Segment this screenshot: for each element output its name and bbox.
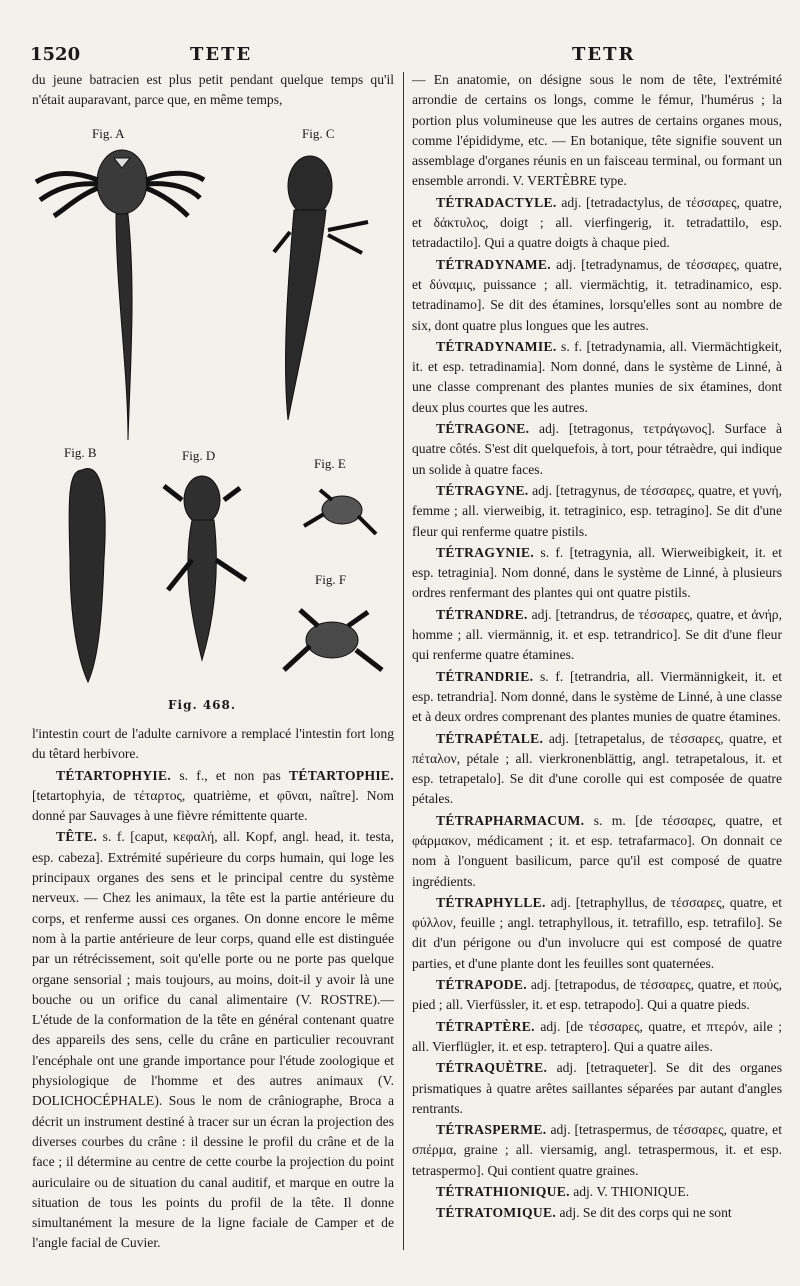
fig-b-tadpole <box>69 468 105 682</box>
headword-variant: TÉTARTOPHIE. <box>289 767 394 783</box>
entry-body: adj. [tetrapodus, de τέσσαρες, quatre, et πούς, pied ; all. Vierfüssler, it. et esp. tetrapodo]. Qui a quatre pieds. <box>412 977 782 1013</box>
entry-body: s. m. [de τέσσαρες, quatre, et φάρμακον, médicament ; it. et esp. tetrafarmaco]. On donnait ce nom à l'onguent basilicum, parce qu'il est composé de quatre ingrédients. <box>412 812 782 889</box>
headword: TÉTRAPHARMACUM. <box>436 812 585 828</box>
entry-tete <box>32 827 394 1253</box>
dictionary-entry <box>412 605 782 666</box>
headword: TÊTE. <box>56 829 98 845</box>
figure-caption: Fig. 468. <box>168 698 237 712</box>
entry-body: adj. V. THIONIQUE. <box>569 1184 690 1200</box>
left-running-head: TETE <box>190 44 253 65</box>
column-divider <box>403 72 404 1250</box>
left-column-bottom <box>32 724 394 1255</box>
entry-body: adj. [tetrapetalus, de τέσσαρες, quatre, et πέταλον, pétale ; all. vierkronenblättig, angl. tetrapetalous, it. et esp. tetrapetalo]. Se dit d'une corolle qui est composée de quatre pétales. <box>412 730 782 807</box>
fig-e-froglet <box>304 490 376 534</box>
entry-body: — En anatomie, on désigne sous le nom de tête, l'extrémité arrondie de certains os longs, comme le fémur, l'humérus ; la portion plus volumineuse que les autres de certains organes mous, comme l'épididyme, etc. — En botanique, tête signifie souvent un assemblage d'organes réunis en un faisceau terminal, ou formant un ensemble arrondi. V. VERTÈBRE type. <box>412 72 782 189</box>
entry-body: adj. [tetraphyllus, de τέσσαρες, quatre, et φύλλον, feuille ; angl. tetraphyllous, it. tetrafillo, esp. tetrafilo]. Se dit d'un périgone ou d'un involucre qui est composé de quatre parties, et d'une plante dont les feuilles sont quaternées. <box>412 894 782 971</box>
dictionary-entry <box>412 729 782 810</box>
fig-f-frog <box>284 610 382 670</box>
fig-c-label: Fig. C <box>302 126 335 141</box>
entry-body: adj. [tetraspermus, de τέσσαρες, quatre, et σπέρμα, graine ; all. viersamig, angl. tetraspermous, it. et esp. tetraspermo]. Qui contient quatre graines. <box>412 1122 782 1178</box>
left-column-top <box>32 70 394 112</box>
headword: TÉTRAQUÈTRE. <box>436 1060 548 1076</box>
fig-a-tadpole-with-gills <box>36 150 204 440</box>
right-column <box>412 70 782 1225</box>
continuation-paragraph: du jeune batracien est plus petit pendant quelque temps qu'il n'était auparavant, parce que, en même temps, <box>32 72 394 108</box>
right-running-head: TETR <box>572 44 636 65</box>
entry-body: adj. [tetragynus, de τέσσαρες, quatre, et γυνή, femme ; all. vierweibig, it. tetraginico, esp. tetragino]. Se dit d'une fleur qui renferme quatre pistils. <box>412 482 782 539</box>
dictionary-entry <box>412 419 782 480</box>
entry-body: adj. [tetragonus, τετράγωνος]. Surface à quatre côtés. S'est dit quelquefois, à tort, pour tétraèdre, qui indique un solide à quatre faces. <box>412 421 782 477</box>
entry-body: adj. [tetradynamus, de τέσσαρες, quatre, et δύναμις, puissance ; all. viermächtig, it. tetradinamico, esp. tetradinamo]. Se dit des étamines, lorsqu'elles sont au nombre de six, dont quatre plus longues que les autres. <box>412 256 782 333</box>
tadpole-illustrations <box>32 120 394 700</box>
headword: TÉTRAPTÈRE. <box>436 1018 535 1034</box>
dictionary-entry <box>412 337 782 418</box>
headword: TÉTRANDRE. <box>436 606 528 622</box>
headword: TÉTRADYNAME. <box>436 256 551 272</box>
headword: TÉTRAGONE. <box>436 421 530 437</box>
headword: TÉTRAGYNIE. <box>436 544 535 560</box>
entry-body: adj. [tetraqueter]. Se dit des organes prismatiques à quatre arêtes saillantes séparées par autant d'angles rentrants. <box>412 1060 782 1116</box>
dictionary-entry <box>412 543 782 604</box>
headword: TÉTRAPÉTALE. <box>436 730 544 746</box>
entry-body: s. f. [tetragynia, all. Wierweibigkeit, it. et esp. tetraginia]. Nom donné, dans le système de Linné, à plusieurs ordres renfermant des plantes qui ont quatre pistils. <box>412 544 782 601</box>
running-header <box>0 0 800 70</box>
headword: TÉTRADYNAMIE. <box>436 338 557 354</box>
intestine-paragraph: l'intestin court de l'adulte carnivore a remplacé l'intestin fort long du têtard herbivore. <box>32 726 394 762</box>
entry-text: s. f., et non pas <box>171 767 290 783</box>
entry-body: s. f. [tetrandria, all. Viermännigkeit, it. et esp. tetrandria]. Nom donné, dans le système de Linné, à une classe et à deux ordres comprenant des plantes munies de quatre étamines. <box>412 668 782 725</box>
headword: TÉTRAPHYLLE. <box>436 894 546 910</box>
headword: TÉTRAPODE. <box>436 977 527 993</box>
dictionary-entry <box>412 70 782 192</box>
dictionary-entry <box>412 811 782 892</box>
dictionary-entry <box>412 1203 782 1223</box>
dictionary-entry <box>412 893 782 974</box>
dictionary-entry <box>412 1058 782 1119</box>
figure-plate <box>32 120 394 720</box>
entry-body: adj. Se dit des corps qui ne sont <box>556 1205 732 1221</box>
entry-body: adj. [tetradactylus, de τέσσαρες, quatre, et δάκτυλος, doigt ; all. vierfingerig, it. tetradattilo, esp. tetradactilo]. Qui a quatre doigts à chaque pied. <box>412 194 782 251</box>
fig-c-tadpole-with-legs <box>274 156 368 420</box>
headword: TÉTRADACTYLE. <box>436 194 557 210</box>
headword: TÉTRATHIONIQUE. <box>436 1184 570 1200</box>
headword: TÉTRASPERME. <box>436 1122 547 1138</box>
fig-b-label: Fig. B <box>64 445 97 460</box>
fig-e-label: Fig. E <box>314 456 346 471</box>
entry-body: adj. [tetrandrus, de τέσσαρες, quatre, et ἀνήρ, homme ; all. viermännig, it. et esp. tetrandrico]. Se dit d'une fleur qui renferme quatre étamines. <box>412 606 782 663</box>
dictionary-entry <box>412 1017 782 1058</box>
headword: TÉTARTOPHYIE. <box>56 767 172 783</box>
entry-body: s. f. [caput, κεφαλή, all. Kopf, angl. head, it. testa, esp. cabeza]. Extrémité supérieure du corps humain, qui loge les principaux organes des sens et le principal centre du système nerveux. — Chez les animaux, la tête est la partie antérieure du corps, et renferme aussi ces organes. On donne encore le même nom à la partie antérieure de leur corps, quand elle est distinguée par un rétrécissement, soit qu'elle porte ou ne porte pas quelque organe sensorial ; mais toujours, au moins, doit-il y avoir là une bouche ou un orifice du canal alimentaire (V. ROSTRE).—L'étude de la conformation de la tête en général contenant quatre des appareils des sens, celle du crâne en particulier recouvrant l'encéphale ont une grande importance pour l'étude zoologique et physiologique de l'homme et des autres animaux (V. DOLICHOCÉPHALE). Sous le nom de crâniographe, Broca a décrit un instrument destiné à tracer sur un écran la projection des diverses courbes du crâne : il dessine le profil du crâne et de la face ; il détermine au centre de cette courbe la projection du point auriculaire ou de situation du canal auditif, et marque en outre la situation de tous les points du profil de la tête. Il donne simultanément la mesure de la ligne faciale de Camper et de l'angle facial de Cuvier. <box>32 829 394 1251</box>
dictionary-entry <box>412 193 782 254</box>
dictionary-entry <box>412 481 782 542</box>
fig-f-label: Fig. F <box>315 572 347 587</box>
headword: TÉTRAGYNE. <box>436 482 529 498</box>
entry-body: [tetartophyia, de τέταρτος, quatrième, et φῦναι, naître]. Nom donné par Sauvages à une fièvre rémittente quarte. <box>32 787 394 824</box>
dictionary-entry <box>412 975 782 1016</box>
dictionary-entry <box>412 1182 782 1202</box>
page-number: 1520 <box>30 44 81 65</box>
headword: TÉTRATOMIQUE. <box>436 1205 557 1221</box>
dictionary-entry <box>412 255 782 336</box>
fig-d-froglet <box>164 476 246 660</box>
headword: TÉTRANDRIE. <box>436 668 534 684</box>
dictionary-entry <box>412 1120 782 1181</box>
fig-a-label: Fig. A <box>92 126 125 141</box>
fig-d-label: Fig. D <box>182 448 216 463</box>
entry-body: adj. [de τέσσαρες, quatre, et πτερόν, aile ; all. Vierflügler, it. et esp. tetraptero]. Qui a quatre ailes. <box>412 1018 782 1054</box>
entry-body: s. f. [tetradynamia, all. Viermächtigkeit, it. et esp. tetradinamia]. Nom donné, dans le système de Linné, à une classe comprenant des plantes munies de six étamines, dont deux plus courtes que les autres. <box>412 338 782 415</box>
entry-tetartophyie <box>32 766 394 827</box>
dictionary-entry <box>412 667 782 728</box>
